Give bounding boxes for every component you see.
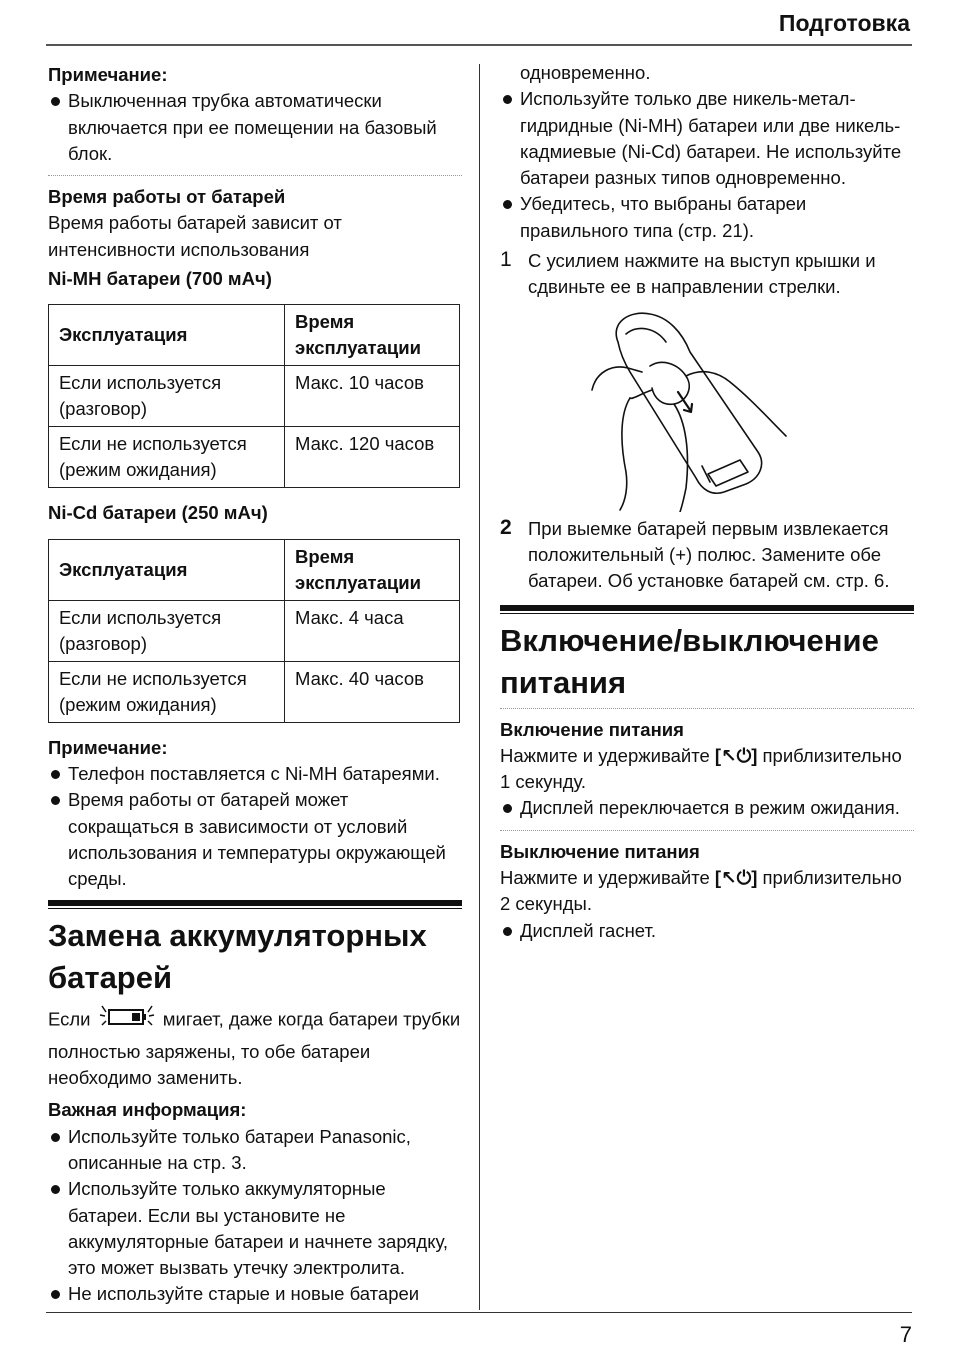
handset-cover-illustration	[590, 302, 800, 517]
important-item: Используйте только аккумуляторные батареи. Если вы установите не аккумуляторные батареи и начнете зарядку, это может вызвать утечку электролита.	[48, 1176, 462, 1281]
section-rule	[500, 605, 914, 614]
power-off-text-pre: Нажмите и удерживайте	[500, 867, 710, 889]
power-on-text-pre: Нажмите и удерживайте	[500, 744, 710, 766]
table-cell: Макс. 4 часа	[285, 600, 460, 661]
power-key-icon: [↖⏻]	[714, 867, 758, 889]
table-row	[49, 366, 460, 427]
replace-text	[48, 1003, 462, 1091]
battery-blink-icon	[98, 1003, 156, 1038]
battery-bullet: Используйте только две никель-метал-гидридные (Ni-MH) батареи или две никель-кадмиевые (Ni-Cd) батареи. Не используйте батареи разных типов одновременно.	[500, 86, 914, 191]
page-number: 7	[899, 1322, 912, 1347]
power-off-bullet: Дисплей гаснет.	[500, 918, 914, 944]
table-header-row	[49, 539, 460, 600]
step-1	[500, 248, 914, 301]
battery-time-title: Время работы от батарей	[48, 186, 286, 208]
table-cell: Макс. 120 часов	[285, 427, 460, 488]
table-row	[49, 600, 460, 661]
table-cell: Если не используется (режим ожидания)	[49, 661, 285, 722]
table-cell: Если используется (разговор)	[49, 366, 285, 427]
important-title: Важная информация:	[48, 1099, 247, 1121]
section-title: Подготовка	[778, 10, 910, 36]
nimh-table	[48, 304, 460, 488]
table-header-row	[49, 305, 460, 366]
table-header-cell: Эксплуатация	[49, 305, 285, 366]
table-header-cell: Время эксплуатации	[285, 539, 460, 600]
note-item: Время работы от батарей может сокращаться в зависимости от условий использования и температуры окружающей среды.	[48, 787, 462, 892]
power-key-icon: [↖⏻]	[714, 744, 758, 766]
section-rule	[48, 900, 462, 909]
table-cell: Макс. 40 часов	[285, 661, 460, 722]
replace-heading: Замена аккумуляторных батарей	[48, 918, 427, 996]
hand-handset-icon	[590, 302, 800, 512]
table-header-cell: Эксплуатация	[49, 539, 285, 600]
step-2	[500, 516, 914, 595]
important-item: Не используйте старые и новые батареи	[48, 1281, 462, 1307]
table-cell: Макс. 10 часов	[285, 366, 460, 427]
note-item: Выключенная трубка автоматически включается при ее помещении на базовый блок.	[48, 88, 462, 167]
power-heading: Включение/выключение питания	[500, 622, 879, 700]
nicd-title: Ni-Cd батареи (250 мАч)	[48, 502, 268, 524]
step-text: С усилием нажмите на выступ крышки и сдвиньте ее в направлении стрелки.	[528, 250, 876, 298]
table-row	[49, 661, 460, 722]
note-item: Телефон поставляется с Ni-MH батареями.	[48, 761, 462, 787]
table-header-cell: Время эксплуатации	[285, 305, 460, 366]
power-off-text-post: приблизительно 2 секунды.	[500, 867, 902, 915]
table-cell: Если используется (разговор)	[49, 600, 285, 661]
power-on-text-post: приблизительно 1 секунду.	[500, 744, 902, 793]
power-on-bullet: Дисплей переключается в режим ожидания.	[500, 795, 914, 821]
step-text: При выемке батарей первым извлекается положительный (+) полюс. Замените обе батареи. Об установке батарей см. стр. 6.	[528, 517, 890, 592]
important-item: Используйте только батареи Panasonic, описанные на стр. 3.	[48, 1124, 462, 1177]
replace-text-pre: Если	[48, 1009, 91, 1030]
battery-time-text: Время работы батарей зависит от интенсивности использования	[48, 212, 342, 260]
nicd-table	[48, 539, 460, 723]
dotted-divider	[48, 175, 462, 176]
power-on-title: Включение питания	[500, 718, 684, 740]
footer-rule	[46, 1312, 912, 1313]
step-number: 2	[500, 515, 512, 539]
continued-text: одновременно.	[520, 62, 651, 83]
column-divider	[479, 64, 480, 1310]
nimh-title: Ni-MH батареи (700 мАч)	[48, 268, 272, 290]
replace-text-post: мигает, даже когда батареи трубки полностью заряжены, то обе батареи необходимо заменить.	[48, 1009, 461, 1089]
power-off-title: Выключение питания	[500, 840, 700, 862]
note-title: Примечание:	[48, 64, 168, 85]
header-rule	[46, 44, 912, 46]
note-title: Примечание:	[48, 736, 168, 758]
table-row	[49, 427, 460, 488]
left-column	[48, 60, 462, 1308]
dotted-divider	[500, 708, 914, 709]
battery-bullet: Убедитесь, что выбраны батареи правильного типа (стр. 21).	[500, 191, 914, 244]
table-cell: Если не используется (режим ожидания)	[49, 427, 285, 488]
dotted-divider	[500, 830, 914, 831]
step-number: 1	[500, 248, 512, 272]
power-on-text	[500, 743, 914, 796]
power-off-text	[500, 865, 914, 918]
